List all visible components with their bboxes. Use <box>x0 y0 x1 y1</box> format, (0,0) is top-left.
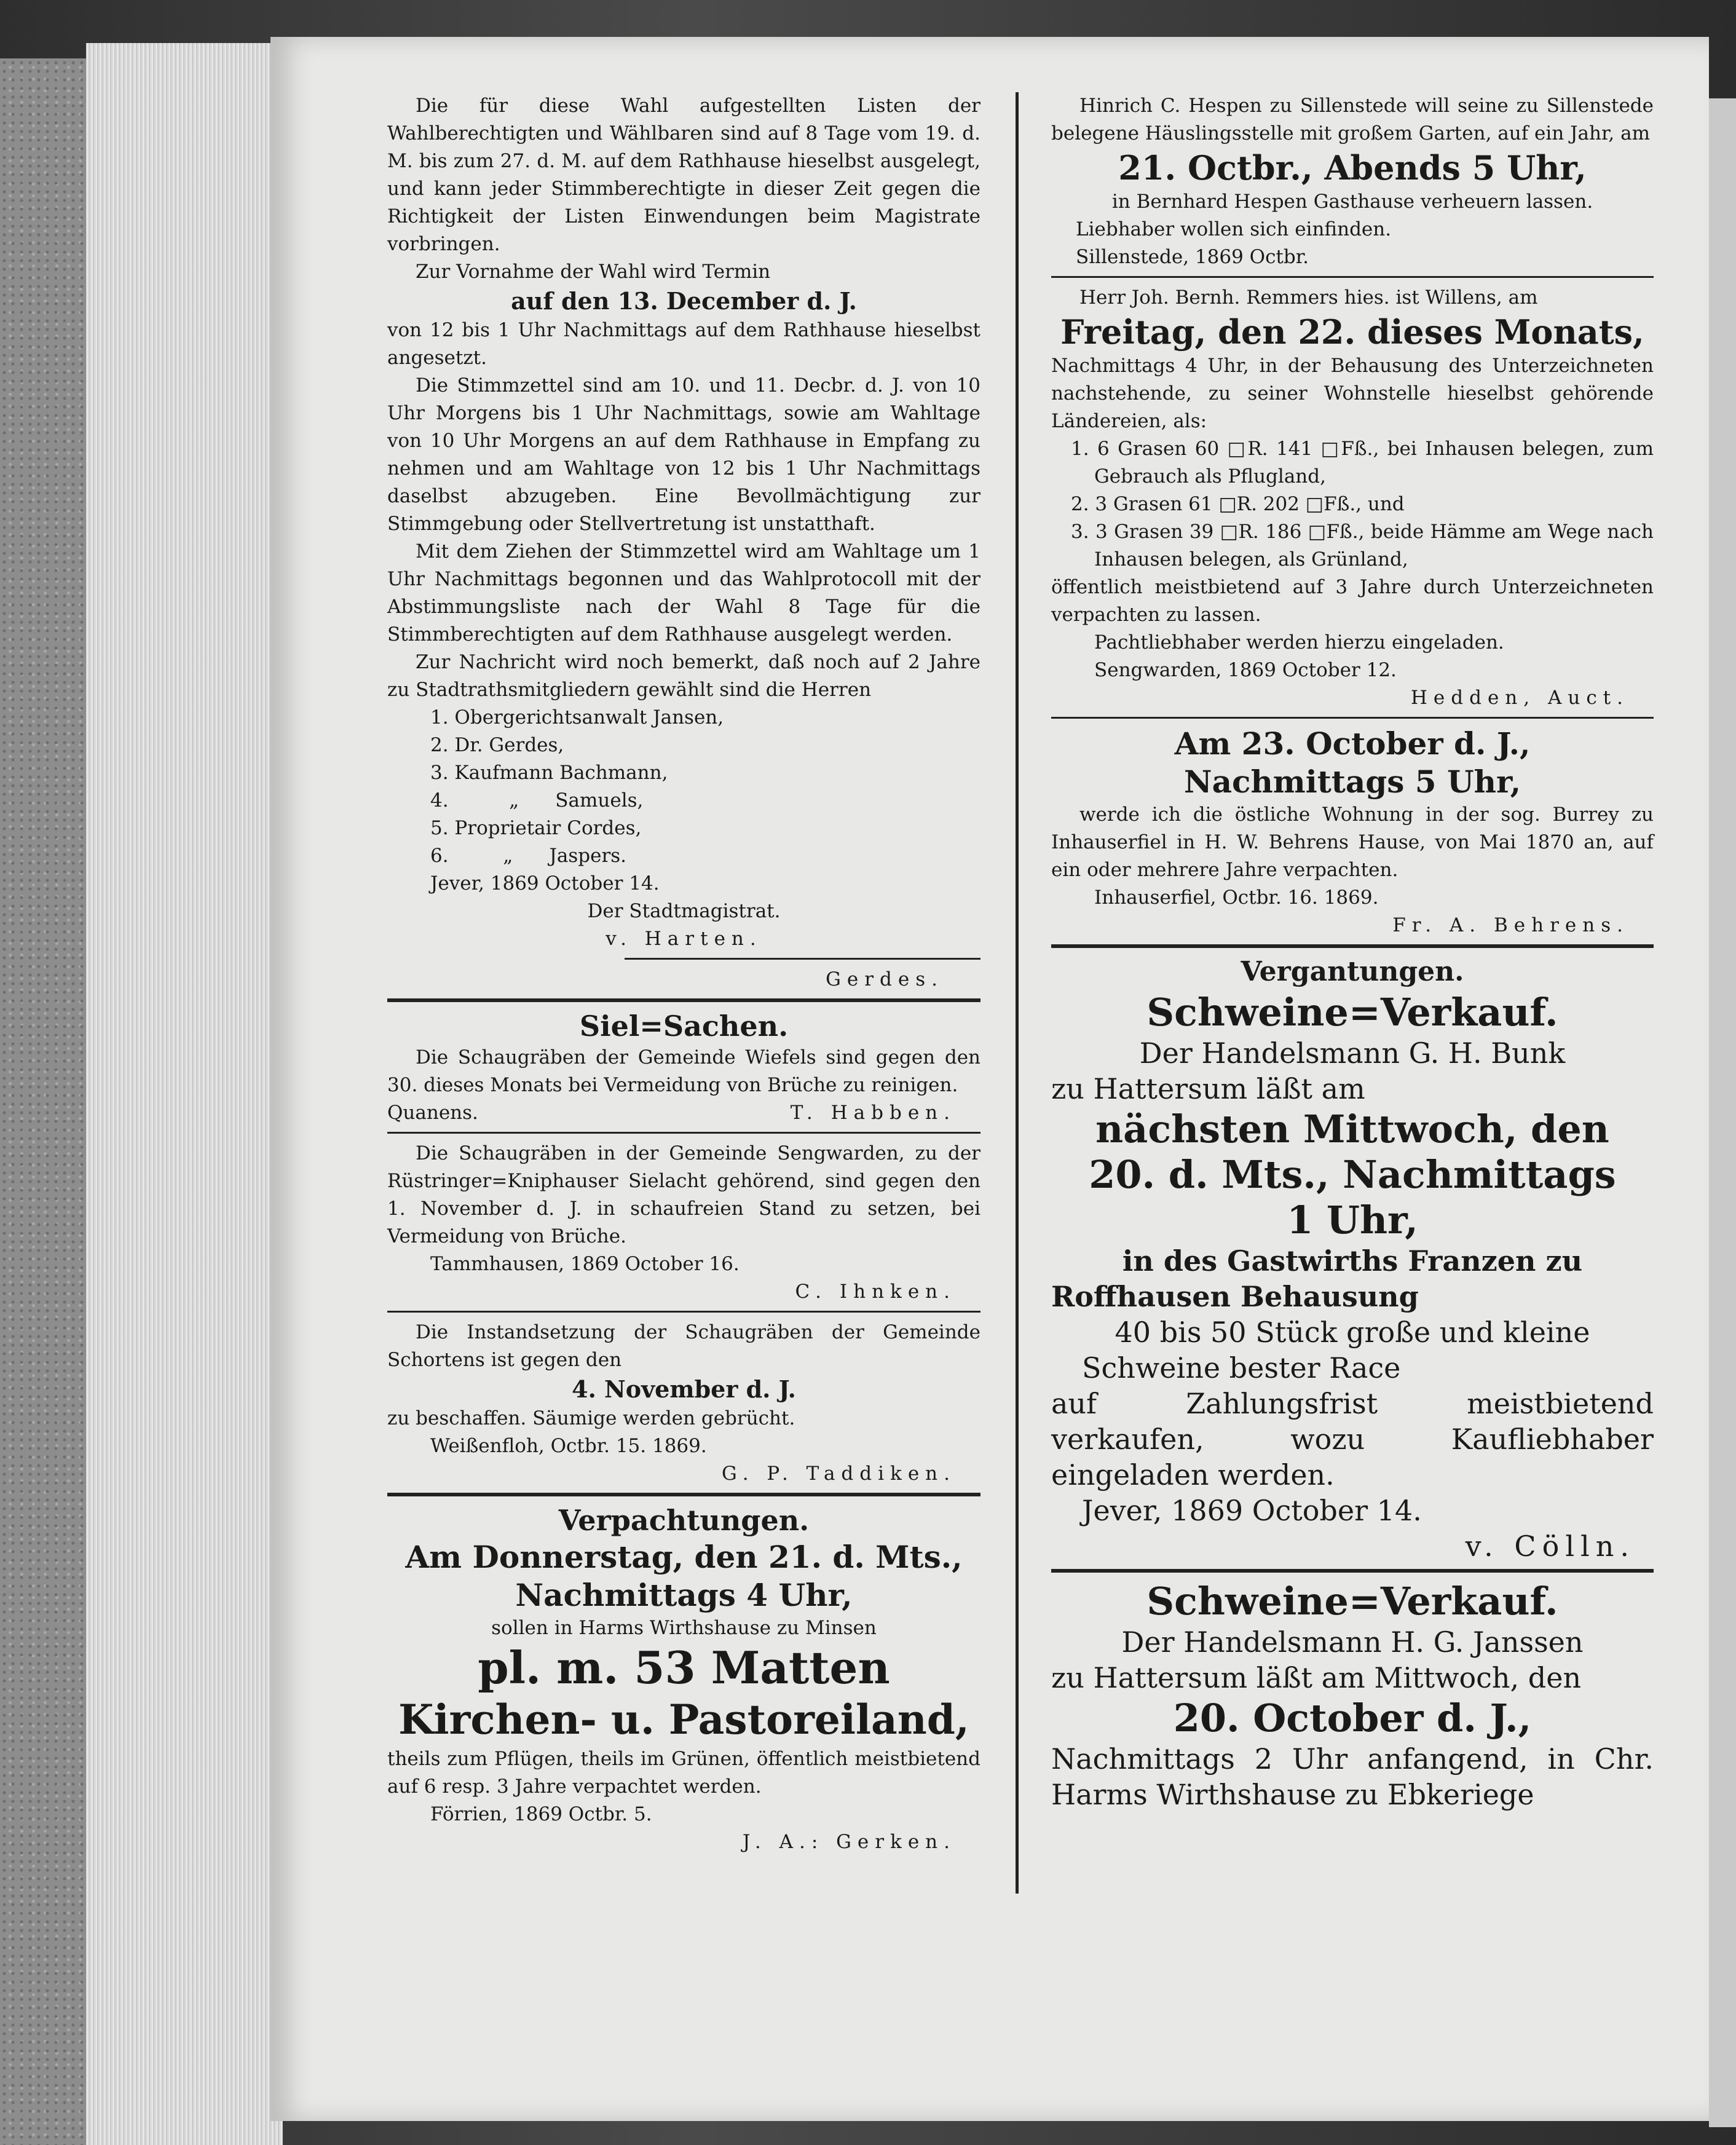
pig-sale-1-line-2: zu Hattersum läßt am <box>1051 1072 1365 1105</box>
siel-notice-1: Die Schaugräben der Gemeinde Wiefels sind gegen den 30. dieses Monats bei Vermeidung von Brüche zu reinigen. <box>387 1046 980 1096</box>
rental-notice-hespen <box>1051 92 1654 271</box>
section-divider <box>1051 944 1654 948</box>
member-item: 2. Dr. Gerdes, <box>430 734 564 756</box>
siel-notice-1-place: Quanens. <box>387 1102 478 1124</box>
remmers-text-1: Herr Joh. Bernh. Remmers hies. ist Willens, am <box>1079 286 1538 309</box>
pig-sale-1-place: Jever, 1869 October 14. <box>1082 1494 1422 1527</box>
member-item: 4. „ Samuels, <box>430 789 644 812</box>
lease-notice-remmers <box>1051 284 1654 712</box>
pig-sale-2-date: 20. October d. J., <box>1173 1696 1532 1740</box>
election-para-term: Zur Vornahme der Wahl wird Termin <box>416 261 771 283</box>
pig-sale-title-1: Schweine=Verkauf. <box>1146 990 1558 1035</box>
lease-section <box>387 1503 980 1856</box>
lease-signature: J. A.: Gerken. <box>742 1831 956 1853</box>
divider <box>387 1311 980 1313</box>
siel-notice-3-signature: G. P. Taddiken. <box>722 1463 956 1485</box>
section-divider <box>387 1493 980 1496</box>
book-page-edges <box>86 43 283 2145</box>
pig-sale-1-date-1: nächsten Mittwoch, den <box>1095 1107 1609 1152</box>
next-page-edge <box>1709 98 1736 2127</box>
lease-text-2: theils zum Pflügen, theils im Grünen, öffentlich meistbietend auf 6 resp. 3 Jahre verpachtet werden. <box>387 1748 980 1798</box>
lease-big-1: pl. m. 53 Matten <box>478 1641 890 1694</box>
election-place-date: Jever, 1869 October 14. <box>430 872 660 895</box>
auctions-heading: Vergantungen. <box>1241 956 1464 987</box>
siel-notice-2: Die Schaugräben in der Gemeinde Sengwarden, zu der Rüstringer=Kniphauser Sielacht gehörend, sind gegen den 1. November d. J. in schaufreien Stand zu setzen, bei Vermeidung von Brüche. <box>387 1142 980 1247</box>
member-item: 1. Obergerichtsanwalt Jansen, <box>430 706 724 729</box>
remmers-signature: Hedden, Auct. <box>1410 687 1629 709</box>
member-item: 3. Kaufmann Bachmann, <box>430 762 668 784</box>
behrens-date-2: Nachmittags 5 Uhr, <box>1183 764 1521 800</box>
left-column <box>387 92 980 1856</box>
divider <box>387 1132 980 1134</box>
rental-date: 21. Octbr., Abends 5 Uhr, <box>1118 148 1587 188</box>
lease-place: Förrien, 1869 Octbr. 5. <box>430 1803 652 1825</box>
divider <box>1051 276 1654 278</box>
election-date: auf den 13. December d. J. <box>511 287 857 315</box>
election-para-count: Mit dem Ziehen der Stimmzettel wird am Wahltage um 1 Uhr Nachmittags begonnen und das Wahlprotocoll mit der Abstimmungsliste nach der Wahl 8 Tage für die Stimmberechtigten auf dem Rathhause ausgelegt werden. <box>387 540 980 646</box>
pig-sale-1-line-6: Schweine bester Race <box>1082 1351 1401 1385</box>
pig-sale-1-signature: v. Cölln. <box>1465 1530 1635 1563</box>
book-cover-edge <box>0 58 86 2145</box>
divider <box>625 958 980 960</box>
election-signature-2: Gerdes. <box>826 968 944 990</box>
pig-sale-1-line-4: Roffhausen Behausung <box>1051 1280 1419 1313</box>
lease-notice-behrens <box>1051 725 1654 939</box>
pig-sale-1-line-3: in des Gastwirths Franzen zu <box>1122 1244 1583 1278</box>
pig-sale-2-line-2: zu Hattersum läßt am Mittwoch, den <box>1051 1661 1582 1694</box>
behrens-signature: Fr. A. Behrens. <box>1392 914 1629 936</box>
siel-heading: Siel=Sachen. <box>579 1009 789 1043</box>
remmers-place: Sengwarden, 1869 October 12. <box>1094 659 1397 681</box>
pig-sale-2-line-3: Nachmittags 2 Uhr anfangend, in Chr. Harms Wirthshause zu Ebkeriege <box>1051 1742 1654 1811</box>
section-divider <box>1051 1569 1654 1573</box>
auctions-section <box>1051 954 1654 1812</box>
behrens-date-1: Am 23. October d. J., <box>1174 725 1531 762</box>
lease-text-1: sollen in Harms Wirthshause zu Minsen <box>491 1617 877 1639</box>
siel-notice-1-signature: T. Habben. <box>790 1102 956 1124</box>
remmers-date: Freitag, den 22. dieses Monats, <box>1060 312 1644 352</box>
member-item: 5. Proprietair Cordes, <box>430 817 642 839</box>
remmers-text-3: öffentlich meistbietend auf 3 Jahre durch Unterzeichneten verpachten zu lassen. <box>1051 576 1654 626</box>
pig-sale-2-line-1: Der Handelsmann H. G. Janssen <box>1121 1626 1584 1659</box>
rental-place: Sillenstede, 1869 Octbr. <box>1076 246 1309 268</box>
rental-text-2: in Bernhard Hespen Gasthause verheuern lassen. <box>1111 191 1593 213</box>
lease-big-2: Kirchen- u. Pastoreiland, <box>398 1696 969 1744</box>
member-item: 6. „ Jaspers. <box>430 845 627 867</box>
column-divider <box>1016 92 1019 1894</box>
election-para-members: Zur Nachricht wird noch bemerkt, daß noch auf 2 Jahre zu Stadtrathsmitgliedern gewählt sind die Herren <box>387 651 980 701</box>
remmers-text-2: Nachmittags 4 Uhr, in der Behausung des Unterzeichneten nachstehende, zu seiner Wohnstelle hieselbst gehörende Ländereien, als: <box>1051 355 1654 432</box>
lease-heading: Verpachtungen. <box>558 1504 810 1537</box>
land-item: 1. 6 Grasen 60 □R. 141 □Fß., bei Inhausen belegen, zum Gebrauch als Pflugland, <box>1071 438 1654 488</box>
behrens-text: werde ich die östliche Wohnung in der sog. Burrey zu Inhauserfiel in H. W. Behrens Hause, von Mai 1870 an, auf ein oder mehrere Jahre verpachten. <box>1051 804 1654 881</box>
divider <box>1051 717 1654 719</box>
lease-date-1: Am Donnerstag, den 21. d. Mts., <box>405 1539 963 1575</box>
rental-text-1: Hinrich C. Hespen zu Sillenstede will seine zu Sillenstede belegene Häuslingsstelle mit großem Garten, auf ein Jahr, am <box>1051 95 1654 144</box>
siel-notice-3-place: Weißenfloh, Octbr. 15. 1869. <box>430 1435 707 1457</box>
pig-sale-1-line-7: auf Zahlungsfrist meistbietend verkaufen, wozu Kaufliebhaber eingeladen werden. <box>1051 1387 1654 1491</box>
election-para-lists: Die für diese Wahl aufgestellten Listen der Wahlberechtigten und Wählbaren sind auf 8 Tage vom 19. d. M. bis zum 27. d. M. auf dem Rathhause hieselbst ausgelegt, und kann jeder Stimmberechtigte in dieser Zeit gegen die Richtigkeit der Listen Einwendungen beim Magistrate vorbringen. <box>387 95 980 255</box>
pig-sale-title-2: Schweine=Verkauf. <box>1146 1579 1558 1624</box>
section-divider <box>387 998 980 1002</box>
siel-notice-2-signature: C. Ihnken. <box>795 1281 956 1303</box>
election-signature-1: v. Harten. <box>606 928 762 950</box>
behrens-place: Inhauserfiel, Octbr. 16. 1869. <box>1094 887 1379 909</box>
pig-sale-1-line-1: Der Handelsmann G. H. Bunk <box>1139 1037 1566 1070</box>
siel-notice-2-place: Tammhausen, 1869 October 16. <box>430 1253 740 1275</box>
siel-notice-3-text: zu beschaffen. Säumige werden gebrücht. <box>387 1407 795 1429</box>
pig-sale-1-line-5: 40 bis 50 Stück große und kleine <box>1115 1316 1590 1349</box>
pig-sale-1-date-2: 20. d. Mts., Nachmittags <box>1089 1152 1616 1197</box>
right-column <box>1051 92 1654 1812</box>
election-para-ballots: Die Stimmzettel sind am 10. und 11. Decbr. d. J. von 10 Uhr Morgens bis 1 Uhr Nachmittags, sowie am Wahltage von 10 Uhr Morgens an auf dem Rathhause in Empfang zu nehmen und am Wahltage von 12 bis 1 Uhr Nachmittags daselbst abzugeben. Eine Bevollmächtigung zur Stimmgebung oder Stellvertretung ist unstatthaft. <box>387 374 980 535</box>
siel-section <box>387 1008 980 1488</box>
election-para-time: von 12 bis 1 Uhr Nachmittags auf dem Rathhause hieselbst angesetzt. <box>387 319 980 369</box>
siel-notice-3-date: 4. November d. J. <box>572 1375 796 1403</box>
remmers-text-4: Pachtliebhaber werden hierzu eingeladen. <box>1094 631 1504 654</box>
lease-date-2: Nachmittags 4 Uhr, <box>515 1577 853 1613</box>
land-item: 2. 3 Grasen 61 □R. 202 □Fß., und <box>1071 493 1405 515</box>
election-notice <box>387 92 980 993</box>
land-item: 3. 3 Grasen 39 □R. 186 □Fß., beide Hämme am Wege nach Inhausen belegen, als Grünland, <box>1071 521 1654 571</box>
election-authority: Der Stadtmagistrat. <box>587 900 781 922</box>
pig-sale-1-date-3: 1 Uhr, <box>1287 1198 1418 1242</box>
rental-text-3: Liebhaber wollen sich einfinden. <box>1076 218 1392 240</box>
siel-notice-1-footer <box>387 1099 980 1127</box>
siel-notice-3: Die Instandsetzung der Schaugräben der Gemeinde Schortens ist gegen den <box>387 1321 980 1371</box>
